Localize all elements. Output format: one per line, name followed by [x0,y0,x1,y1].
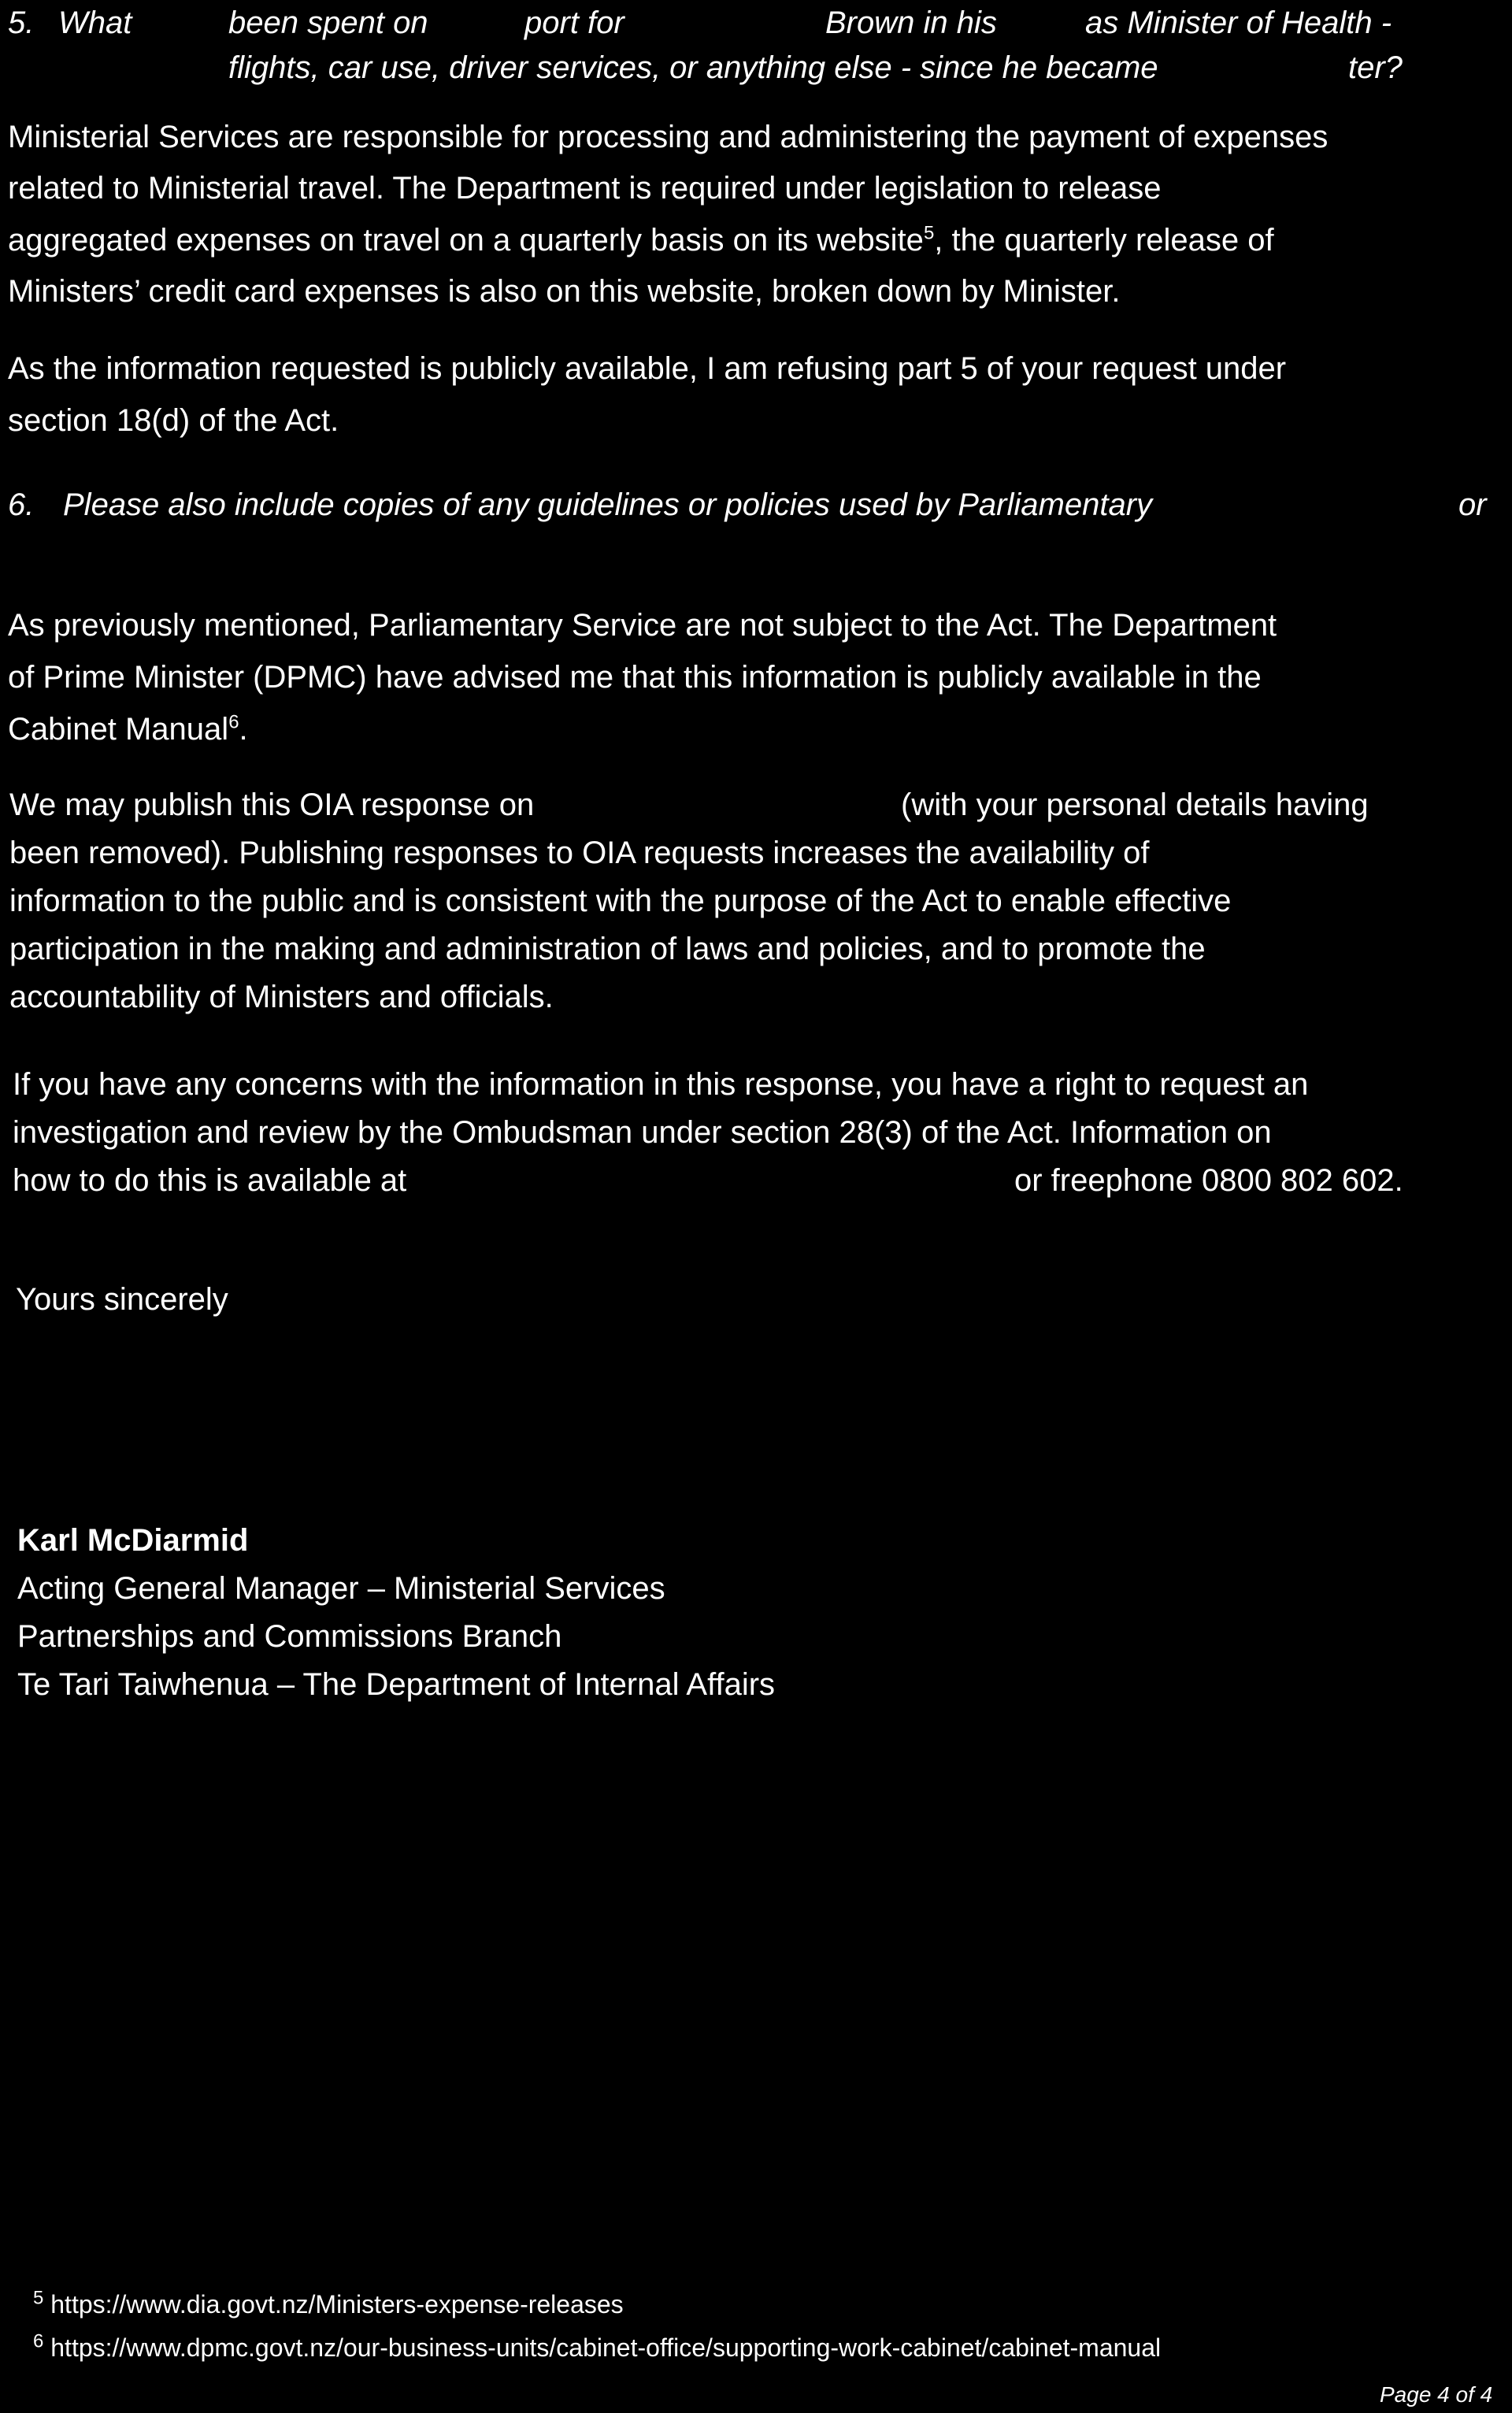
closing: Yours sincerely [16,1282,228,1317]
text-fragment: Cabinet Manual [8,712,229,747]
paragraph-line: accountability of Ministers and officials. [9,980,554,1014]
paragraph-line: If you have any concerns with the information in this response, you have a right to request an [13,1067,1309,1102]
question-text-fragment: Please also include copies of any guidelines or policies used by Parliamentary [63,487,1153,522]
paragraph-line: how to do this is available at [13,1163,407,1198]
footnote-ref-5: 5 [923,222,935,244]
paragraph-line: participation in the making and administration of laws and policies, and to promote the [9,932,1206,966]
question-text-fragment: flights, car use, driver services, or anything else - since he became [228,50,1158,85]
footnote-mark: 5 [33,2287,44,2309]
question-text-fragment: as Minister of Health - [1085,6,1392,40]
paragraph-line: related to Ministerial travel. The Department is required under legislation to release [8,171,1162,206]
question-text-fragment: been spent on [228,6,428,40]
question-text-fragment: port for [524,6,624,40]
question-text-fragment: ter? [1348,50,1403,85]
paragraph-line: Ministers’ credit card expenses is also on this website, broken down by Minister. [8,274,1121,309]
question-text-fragment: What [58,6,132,40]
question-text-fragment: or [1458,487,1487,522]
question-number: 6. [8,487,35,522]
paragraph-line: information to the public and is consistent with the purpose of the Act to enable effective [9,884,1232,918]
paragraph-line: been removed). Publishing responses to OIA requests increases the availability of [9,836,1150,870]
page-number: Page 4 of 4 [1380,2382,1493,2407]
paragraph-line: section 18(d) of the Act. [8,403,339,438]
footnote-ref-6: 6 [228,711,239,733]
question-text-fragment: Brown in his [825,6,997,40]
paragraph-line: As the information requested is publicly available, I am refusing part 5 of your request under [8,351,1287,386]
signatory-title: Acting General Manager – Ministerial Services [17,1571,665,1606]
paragraph-line: As previously mentioned, Parliamentary Service are not subject to the Act. The Department [8,608,1277,643]
paragraph-line: We may publish this OIA response on [9,788,535,822]
paragraph-line: Ministerial Services are responsible for processing and administering the payment of expenses [8,120,1329,154]
text-fragment: . [239,712,248,747]
footnote-6 [33,2332,1161,2363]
paragraph-line: investigation and review by the Ombudsman under section 28(3) of the Act. Information on [13,1115,1272,1150]
paragraph-line [8,710,248,749]
text-fragment: aggregated expenses on travel on a quarterly basis on its website [8,223,924,258]
footnote-mark: 6 [33,2330,44,2352]
paragraph-line [8,221,1274,260]
paragraph-line: of Prime Minister (DPMC) have advised me that this information is publicly available in the [8,660,1262,695]
paragraph-line: or freephone 0800 802 602. [1014,1163,1403,1198]
signatory-name: Karl McDiarmid [17,1523,249,1558]
footnote-5 [33,2289,624,2320]
footnote-link: https://www.dia.govt.nz/Ministers-expense-releases [50,2290,624,2318]
footnote-link: https://www.dpmc.govt.nz/our-business-units/cabinet-office/supporting-work-cabinet/cabinet-manual [50,2333,1162,2362]
question-number: 5. [8,6,35,40]
text-fragment: , the quarterly release of [934,223,1274,258]
signatory-organisation: Te Tari Taiwhenua – The Department of Internal Affairs [17,1667,776,1702]
signatory-branch: Partnerships and Commissions Branch [17,1619,562,1654]
paragraph-line: (with your personal details having [901,788,1369,822]
